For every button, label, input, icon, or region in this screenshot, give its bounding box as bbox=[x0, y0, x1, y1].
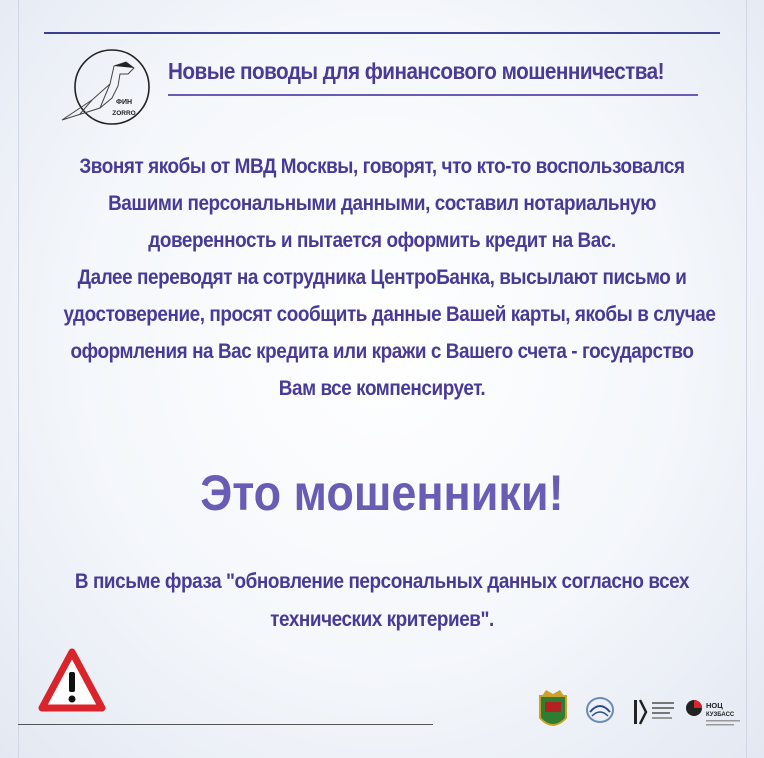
kuzbass-text: КУЗБАСС bbox=[706, 712, 735, 718]
top-frame-line bbox=[44, 32, 720, 34]
footer-line: технических критериев". bbox=[270, 607, 494, 631]
state-university-logo bbox=[634, 700, 674, 724]
body-line: оформления на Вас кредита или кражи с Вашего счета - государство bbox=[70, 339, 694, 363]
body-line: Вашими персональными данными, составил нотариальную bbox=[108, 191, 656, 215]
noc-kuzbass-logo bbox=[686, 700, 740, 726]
body-line: Звонят якобы от МВД Москвы, говорят, что кто-то воспользовался bbox=[79, 154, 685, 178]
fin-zorro-logo bbox=[52, 48, 150, 126]
main-message bbox=[20, 148, 744, 407]
kuzbass-coat-of-arms-icon bbox=[540, 690, 566, 725]
body-line: доверенность и пытается оформить кредит на Вас. bbox=[148, 228, 616, 252]
body-line: удостоверение, просят сообщить данные Вашей карты, якобы в случае bbox=[63, 302, 716, 326]
university-emblem-icon bbox=[587, 698, 613, 722]
title-underline bbox=[168, 94, 698, 96]
footer-message bbox=[20, 562, 744, 638]
headline bbox=[0, 464, 764, 522]
left-frame-line bbox=[18, 0, 19, 758]
footer-line: В письме фраза "обновление персональных данных согласно всех bbox=[74, 569, 690, 593]
right-frame-line bbox=[746, 0, 747, 758]
logo-text-zorro: ZORRO bbox=[112, 110, 136, 117]
noc-text: НОЦ bbox=[706, 701, 723, 710]
bottom-frame-line bbox=[18, 724, 433, 725]
warning-icon bbox=[38, 648, 106, 712]
body-line: Далее переводят на сотрудника ЦентроБанка, высылают письмо и bbox=[77, 265, 687, 289]
body-line: Вам все компенсирует. bbox=[278, 376, 486, 400]
page-title: Новые поводы для финансового мошенничества! bbox=[168, 58, 665, 84]
headline-text: Это мошенники! bbox=[200, 465, 564, 521]
partner-logos bbox=[536, 688, 746, 734]
logo-text-fin: ФИН bbox=[115, 99, 133, 106]
